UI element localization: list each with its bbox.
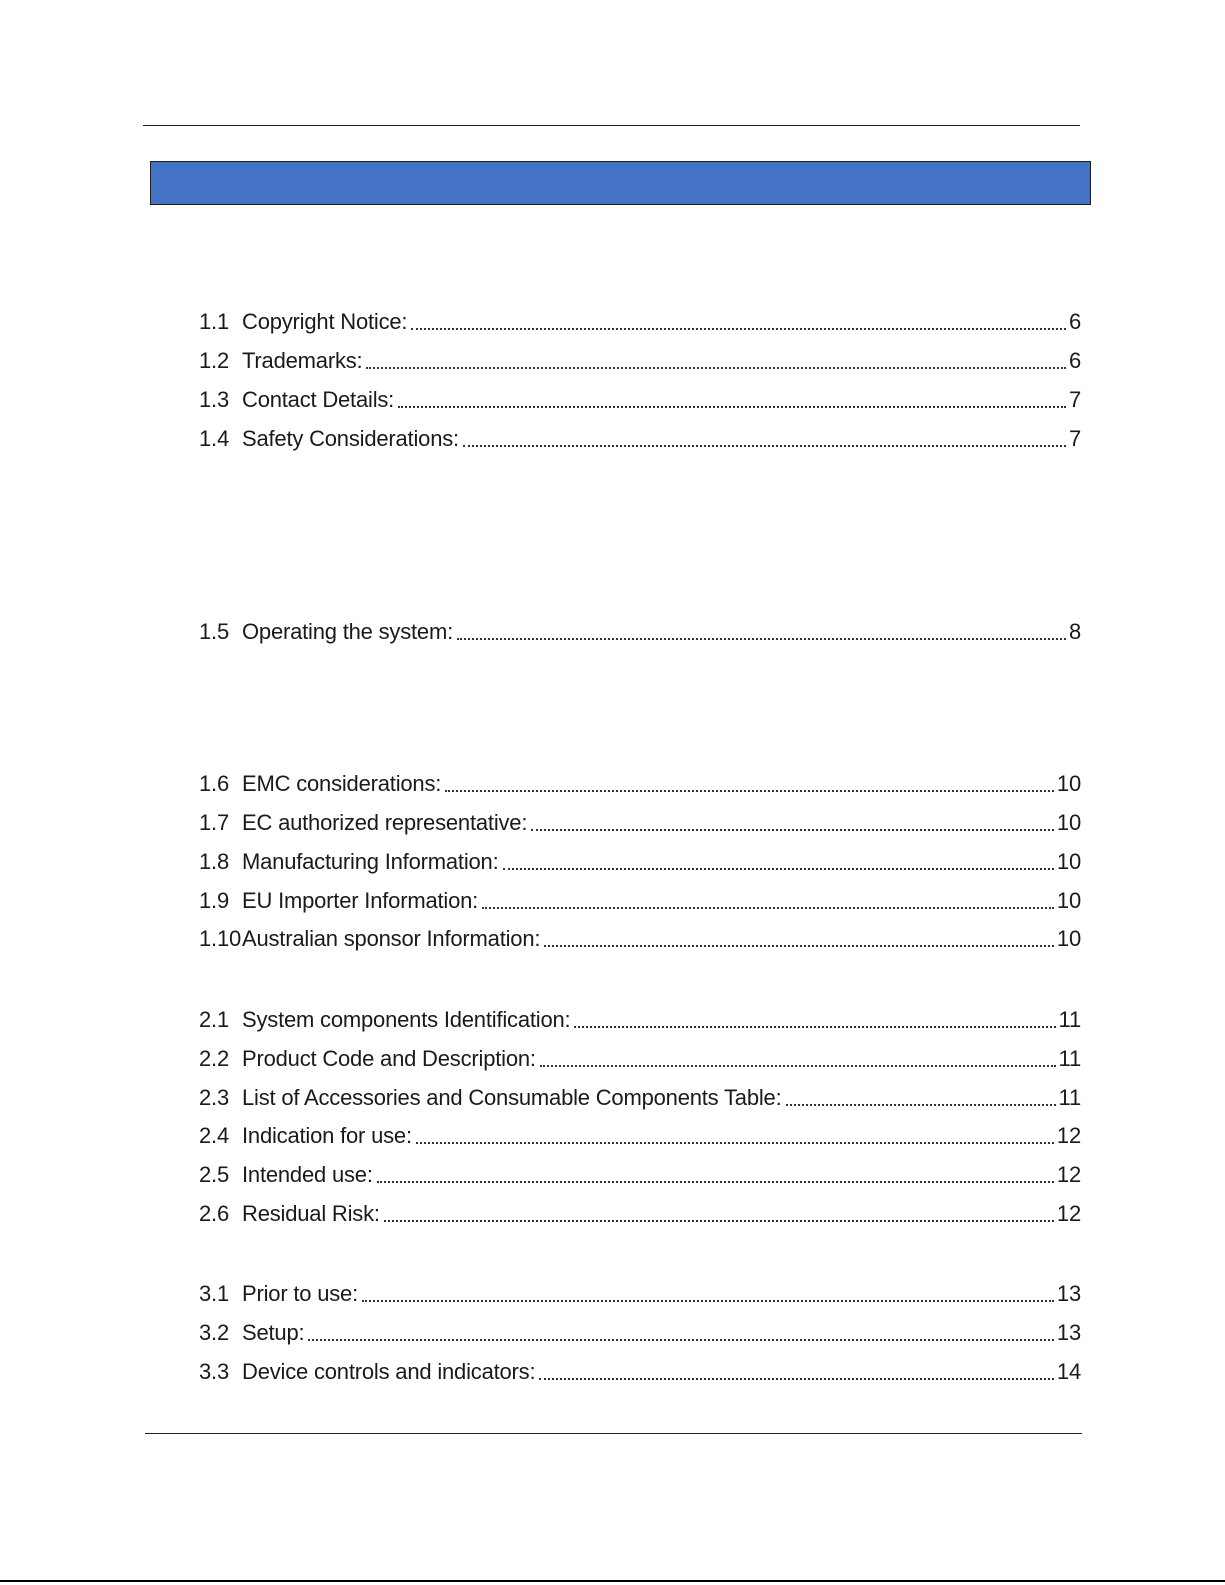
toc-entry-page: 7 (1068, 387, 1081, 412)
toc-entry[interactable] (199, 422, 1081, 452)
toc-entry-number: 1.3 (199, 387, 229, 412)
toc-entry-number: 1.4 (199, 426, 229, 451)
toc-entry-page: 13 (1056, 1320, 1081, 1345)
toc-entry-page: 11 (1058, 1046, 1081, 1071)
toc-entry-title: List of Accessories and Consumable Components Table: (242, 1085, 782, 1110)
toc-entry-number: 1.5 (199, 619, 229, 644)
toc-dot-leader (574, 1007, 1055, 1033)
toc-dot-leader (377, 1162, 1054, 1188)
toc-entry-title: Operating the system: (242, 619, 454, 644)
toc-entry[interactable] (199, 922, 1081, 952)
toc-entry[interactable] (199, 615, 1081, 645)
toc-entry-number: 3.3 (199, 1359, 229, 1384)
toc-dot-leader (366, 348, 1065, 374)
toc-entry-page: 7 (1068, 426, 1081, 451)
toc-entry-page: 12 (1056, 1201, 1081, 1226)
toc-entry-title: Australian sponsor Information: (242, 926, 541, 951)
toc-dot-leader (544, 926, 1054, 952)
toc-dot-leader (411, 309, 1066, 335)
toc-entry-page: 10 (1056, 926, 1081, 951)
toc-entry[interactable] (199, 1197, 1081, 1227)
toc-entry-page: 10 (1056, 771, 1081, 796)
toc-entry-page: 11 (1058, 1085, 1081, 1110)
toc-dot-leader (362, 1281, 1054, 1307)
toc-dot-leader (482, 888, 1054, 914)
toc-dot-leader (445, 771, 1054, 797)
toc-entry-number: 1.6 (199, 771, 229, 796)
toc-entry[interactable] (199, 383, 1081, 413)
toc-entry-number: 3.1 (199, 1281, 229, 1306)
toc-entry[interactable] (199, 1277, 1081, 1307)
toc-dot-leader (531, 810, 1054, 836)
toc-dot-leader (503, 849, 1054, 875)
toc-entry[interactable] (199, 767, 1081, 797)
toc-entry-title: Trademarks: (242, 348, 363, 373)
toc-entry-page: 14 (1056, 1359, 1081, 1384)
toc-entry-page: 10 (1056, 849, 1081, 874)
toc-entry[interactable] (199, 1355, 1081, 1385)
toc-entry-title: System components Identification: (242, 1007, 571, 1032)
toc-entry-page: 11 (1058, 1007, 1081, 1032)
toc-dot-leader (539, 1359, 1054, 1385)
toc-entry[interactable] (199, 305, 1081, 335)
toc-entry-title: EC authorized representative: (242, 810, 528, 835)
toc-dot-leader (463, 426, 1066, 452)
toc-entry-number: 2.2 (199, 1046, 229, 1071)
toc-entry-number: 1.2 (199, 348, 229, 373)
toc-entry[interactable] (199, 1042, 1081, 1072)
toc-entry-title: Intended use: (242, 1162, 373, 1187)
toc-dot-leader (398, 387, 1066, 413)
toc-entry[interactable] (199, 1316, 1081, 1346)
toc-entry-title: Manufacturing Information: (242, 849, 499, 874)
toc-entry-title: Prior to use: (242, 1281, 359, 1306)
toc-entry-page: 8 (1068, 619, 1081, 644)
toc-dot-leader (540, 1046, 1056, 1072)
toc-entry-number: 2.5 (199, 1162, 229, 1187)
toc-entry[interactable] (199, 845, 1081, 875)
toc-entry-title: EU Importer Information: (242, 888, 479, 913)
toc-entry-page: 12 (1056, 1123, 1081, 1148)
toc-title-band (150, 161, 1091, 205)
page-edge-rule (0, 1580, 1225, 1582)
header-rule (143, 125, 1080, 126)
toc-entry[interactable] (199, 884, 1081, 914)
toc-entry-number: 1.8 (199, 849, 229, 874)
toc-entry-title: Safety Considerations: (242, 426, 459, 451)
toc-entry-page: 12 (1056, 1162, 1081, 1187)
toc-entry-title: Contact Details: (242, 387, 395, 412)
toc-entry[interactable] (199, 1003, 1081, 1033)
toc-entry-title: Residual Risk: (242, 1201, 380, 1226)
toc-dot-leader (416, 1123, 1054, 1149)
toc-entry[interactable] (199, 1158, 1081, 1188)
toc-entry[interactable] (199, 344, 1081, 374)
toc-entry-title: Setup: (242, 1320, 305, 1345)
toc-dot-leader (308, 1320, 1054, 1346)
toc-entry-number: 1.10 (199, 926, 242, 951)
toc-dot-leader (384, 1201, 1054, 1227)
toc-dot-leader (457, 619, 1066, 645)
toc-entry-title: Product Code and Description: (242, 1046, 536, 1071)
toc-entry-page: 13 (1056, 1281, 1081, 1306)
footer-rule (145, 1433, 1082, 1434)
toc-entry-number: 1.7 (199, 810, 229, 835)
toc-entry-title: Device controls and indicators: (242, 1359, 536, 1384)
toc-entry-page: 10 (1056, 888, 1081, 913)
toc-entry-title: Indication for use: (242, 1123, 412, 1148)
toc-entry-number: 2.4 (199, 1123, 229, 1148)
toc-dot-leader (786, 1085, 1056, 1111)
toc-entry-number: 1.9 (199, 888, 229, 913)
toc-entry-title: Copyright Notice: (242, 309, 408, 334)
toc-entry-number: 3.2 (199, 1320, 229, 1345)
toc-entry-number: 1.1 (199, 309, 229, 334)
toc-entry-number: 2.1 (199, 1007, 229, 1032)
toc-entry[interactable] (199, 806, 1081, 836)
toc-entry-title: EMC considerations: (242, 771, 442, 796)
toc-entry-number: 2.6 (199, 1201, 229, 1226)
toc-entry-page: 6 (1068, 309, 1081, 334)
toc-entry-page: 10 (1056, 810, 1081, 835)
toc-entry-page: 6 (1068, 348, 1081, 373)
toc-entry-number: 2.3 (199, 1085, 229, 1110)
toc-entry[interactable] (199, 1119, 1081, 1149)
toc-entry[interactable] (199, 1081, 1081, 1111)
